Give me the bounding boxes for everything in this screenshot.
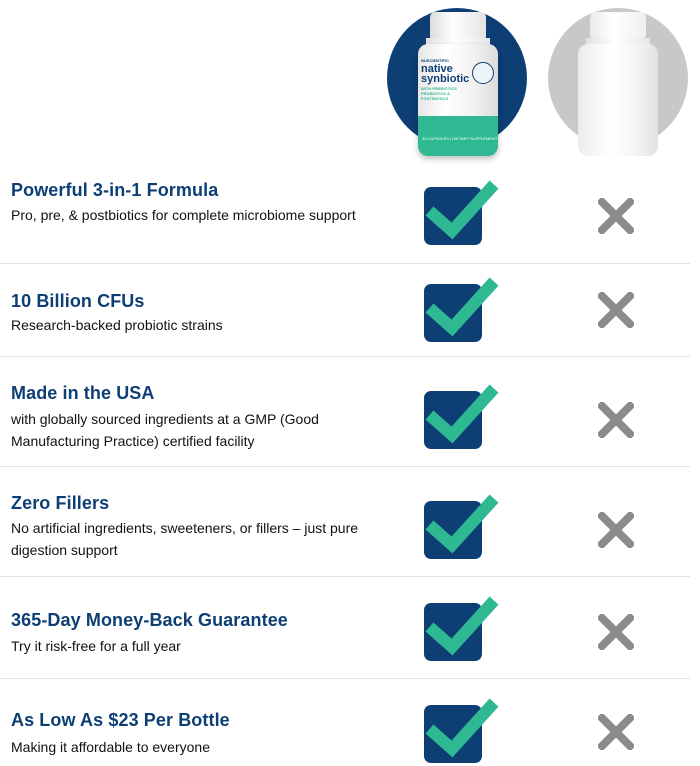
x-icon: [598, 402, 634, 438]
bottle-label: [418, 44, 498, 156]
feature-title: Made in the USA: [11, 383, 155, 403]
feature-title: Zero Fillers: [11, 493, 110, 513]
comparison-row-2: [0, 264, 690, 357]
x-icon: [598, 198, 634, 234]
x-icon: [598, 714, 634, 750]
check-box-icon: [424, 187, 482, 245]
feature-description: with globally sourced ingredients at a GMP (Good Manufacturing Practice) certified facility: [11, 411, 319, 449]
feature-title: 365-Day Money-Back Guarantee: [11, 610, 288, 630]
bottle-product-name: native synbiotic: [421, 63, 470, 85]
bottle-brand-text: NUSCIENTIFIC: [421, 58, 449, 63]
check-box-icon: [424, 603, 482, 661]
comparison-row-4: [0, 467, 690, 577]
feature-description: No artificial ingredients, sweeteners, or fillers – just pure digestion support: [11, 520, 359, 558]
feature-description: Pro, pre, & postbiotics for complete microbiome support: [11, 207, 356, 223]
feature-title: Powerful 3-in-1 Formula: [11, 180, 219, 200]
comparison-row-5: [0, 577, 690, 679]
feature-title: 10 Billion CFUs: [11, 291, 145, 311]
bottle-cap: [430, 12, 486, 40]
competitor-bottle-image: [578, 12, 658, 156]
comparison-row-3: [0, 357, 690, 467]
comparison-row-1: [0, 168, 690, 264]
product-bottle-image: [418, 12, 498, 156]
feature-description: Try it risk-free for a full year: [11, 638, 181, 654]
x-icon: [598, 512, 634, 548]
bottle-seal-icon: [472, 62, 494, 84]
check-box-icon: [424, 501, 482, 559]
bottle-subtitle: WITH PREBIOTICS PROBIOTICS & POSTBIOTICS: [421, 86, 457, 101]
check-box-icon: [424, 391, 482, 449]
check-box-icon: [424, 705, 482, 763]
feature-description: Research-backed probiotic strains: [11, 317, 223, 333]
bottle-green-band: 30 CAPSULES | DIETARY SUPPLEMENT: [418, 116, 498, 156]
x-icon: [598, 614, 634, 650]
comparison-row-6: [0, 679, 690, 766]
x-icon: [598, 292, 634, 328]
check-box-icon: [424, 284, 482, 342]
feature-description: Making it affordable to everyone: [11, 739, 210, 755]
feature-title: As Low As $23 Per Bottle: [11, 710, 230, 730]
comparison-header: [0, 0, 700, 168]
